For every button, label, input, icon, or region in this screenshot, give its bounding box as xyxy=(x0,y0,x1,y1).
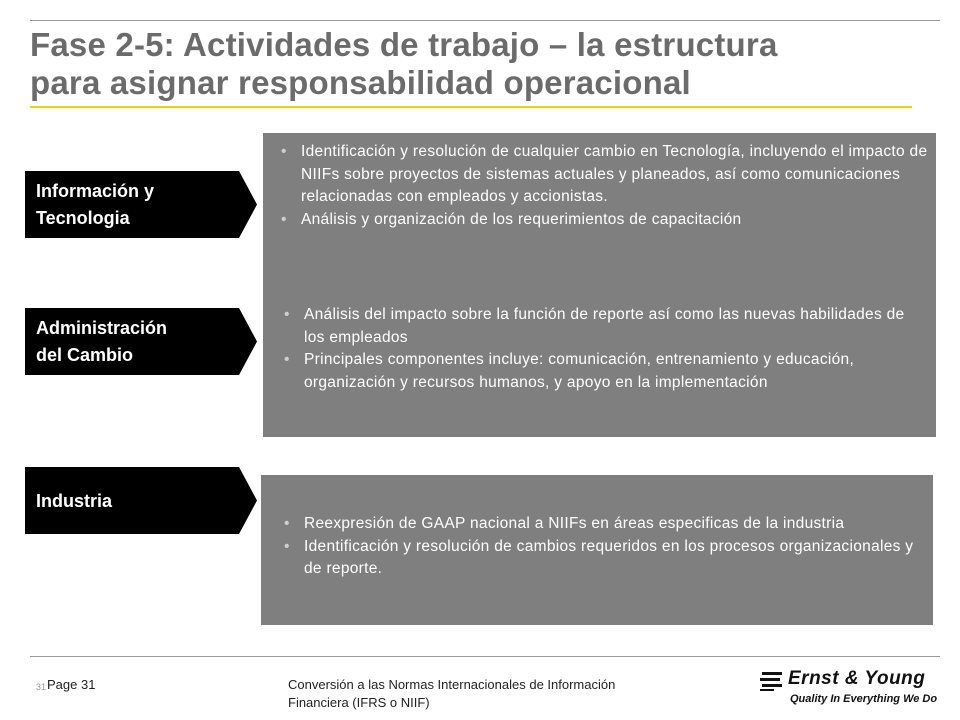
top-divider xyxy=(30,20,940,21)
footer-text-line-1: Conversión a las Normas Internacionales de Información xyxy=(288,677,616,692)
bullet-item: • Reexpresión de GAAP nacional a NIIFs en áreas especificas de la industria xyxy=(284,513,924,536)
title-line-1: Fase 2-5: Actividades de trabajo – la estructura xyxy=(30,26,778,63)
label-industry xyxy=(25,467,257,534)
title-line-2: para asignar responsabilidad operacional xyxy=(30,64,691,101)
label-line-1: Administración xyxy=(36,318,168,338)
page-label: Page 31 xyxy=(47,677,96,692)
bullets-industry xyxy=(284,513,924,581)
label-line-1: Información y xyxy=(36,181,155,201)
ernst-young-logo xyxy=(760,668,940,712)
logo-name: Ernst & Young xyxy=(788,668,926,689)
bullet-item: • Principales componentes incluye: comunicación, entrenamiento y educación, organización y recursos humanos, y apoyo en la implementación xyxy=(284,349,924,394)
bullet-item: • Identificación y resolución de cambios requeridos en los procesos organizacionales y de reporte. xyxy=(284,536,924,581)
label-information-technology xyxy=(25,171,257,238)
bullet-item: • Identificación y resolución de cualquier cambio en Tecnología, incluyendo el impacto de NIIFs sobre proyectos de sistemas actuales y planeados, así como comunicaciones relacionadas con empleados y accionistas. xyxy=(281,141,931,209)
page-title xyxy=(30,26,940,102)
bullets-information-technology xyxy=(281,141,931,231)
bullet-item: • Análisis y organización de los requerimientos de capacitación xyxy=(281,209,931,232)
bullets-change-management xyxy=(284,304,924,394)
label-change-management xyxy=(25,308,257,375)
footer-text-line-2: Financiera (IFRS o NIIF) xyxy=(288,695,430,710)
label-line-2: Tecnologia xyxy=(36,208,130,228)
logo-tagline: Quality In Everything We Do xyxy=(790,693,938,705)
title-underline xyxy=(30,106,912,108)
bullet-item: • Análisis del impacto sobre la función de reporte así como las nuevas habilidades de los empleados xyxy=(284,304,924,349)
label-line-2: del Cambio xyxy=(36,345,134,365)
page-number-small: 31 xyxy=(36,682,47,692)
label-line-1: Industria xyxy=(36,491,113,511)
footer-divider xyxy=(30,656,940,657)
footer-text xyxy=(288,676,615,712)
logo-bars-icon xyxy=(760,670,786,692)
